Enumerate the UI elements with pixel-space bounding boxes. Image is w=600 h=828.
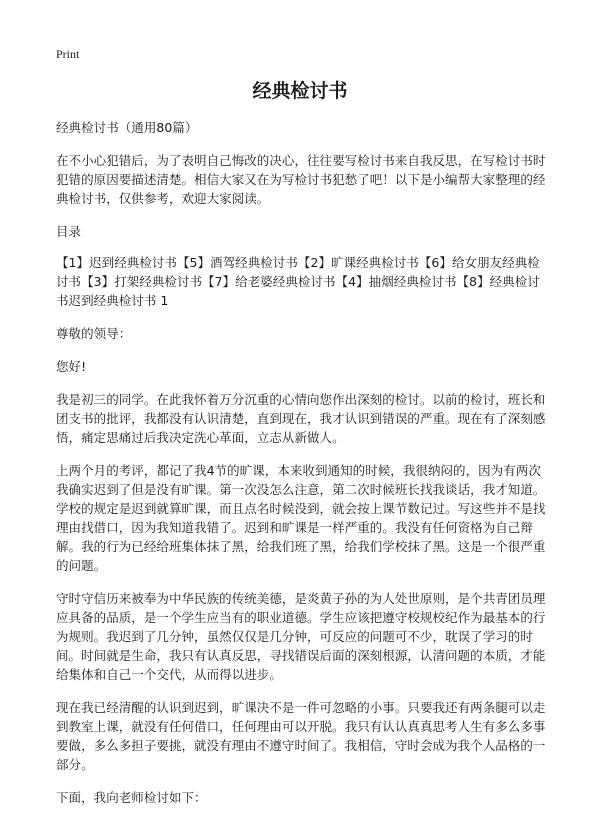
body-paragraph: 我是初三的同学。在此我怀着万分沉重的心情向您作出深刻的检讨。以前的检讨，班长和团支书的批评，我都没有认识清楚，直到现在，我才认识到错误的严重。现在有了深刻感悟，痛定思痛过后我决定洗心革面，立志从新做人。	[56, 392, 546, 445]
greeting: 您好!	[56, 359, 87, 374]
body-paragraph: 上两个月的考评，都记了我4节的旷课，本来收到通知的时候，我很纳闷的，因为有两次我确实迟到了但是没有旷课。第一次没怎么注意，第二次时候班长找我谈话，我才知道。学校的规定是迟到就算旷课，而且点名时候没到，就会按上课节数记过。写这些并不是找理由找借口，因为我知道我错了。迟到和旷课是一样严重的。我没有任何资格为自己辩解。我的行为已经给班集体抹了黑，给我们班了黑，给我们学校抹了黑。这是一个很严重的问题。	[56, 463, 546, 573]
toc-heading: 目录	[56, 224, 82, 239]
toc-list: 【1】迟到经典检讨书【5】酒驾经典检讨书【2】旷课经典检讨书【6】给女朋友经典检讨书【3】打架经典检讨书【7】给老婆经典检讨书【4】抽烟经典检讨书【8】经典检讨书迟到经典检讨书 1	[56, 255, 540, 308]
closing-line: 下面，我向老师检讨如下：	[56, 790, 207, 805]
body-paragraph: 守时守信历来被奉为中华民族的传统美德，是炎黄子孙的为人处世原则，是个共青团员理应具备的品质，是一个学生应当有的职业道德。学生应该把遵守校规校纪作为最基本的行为规则。我迟到了几分钟，虽然仅仅是几分钟，可反应的问题可不少，耽误了学习的时间。时间就是生命，我只有认真反思，寻找错误后面的深刻根源，认清问题的本质，才能给集体和自己一个交代，从而得以进步。	[56, 591, 546, 682]
page-title: 经典检讨书	[252, 80, 348, 102]
salutation: 尊敬的领导：	[56, 326, 132, 341]
body-paragraph: 现在我已经清醒的认识到迟到，旷课决不是一件可忽略的小事。只要我还有两条腿可以走到教室上课，就没有任何借口，任何理由可以开脱。我只有认认真真思考人生有多么多事要做，多么多担子要挑，就没有理由不遵守时间了。我相信，守时会成为我个人品格的一部分。	[56, 700, 546, 772]
print-link[interactable]: Print	[56, 47, 80, 61]
intro-paragraph: 在不小心犯错后，为了表明自己悔改的决心，往往要写检讨书来自我反思，在写检讨书时犯错的原因要描述清楚。相信大家又在为写检讨书犯愁了吧！以下是小编帮大家整理的经典检讨书，仅供参考，欢迎大家阅读。	[56, 153, 546, 206]
document-body	[56, 118, 552, 821]
document-subtitle: 经典检讨书（通用80篇）	[56, 120, 198, 135]
